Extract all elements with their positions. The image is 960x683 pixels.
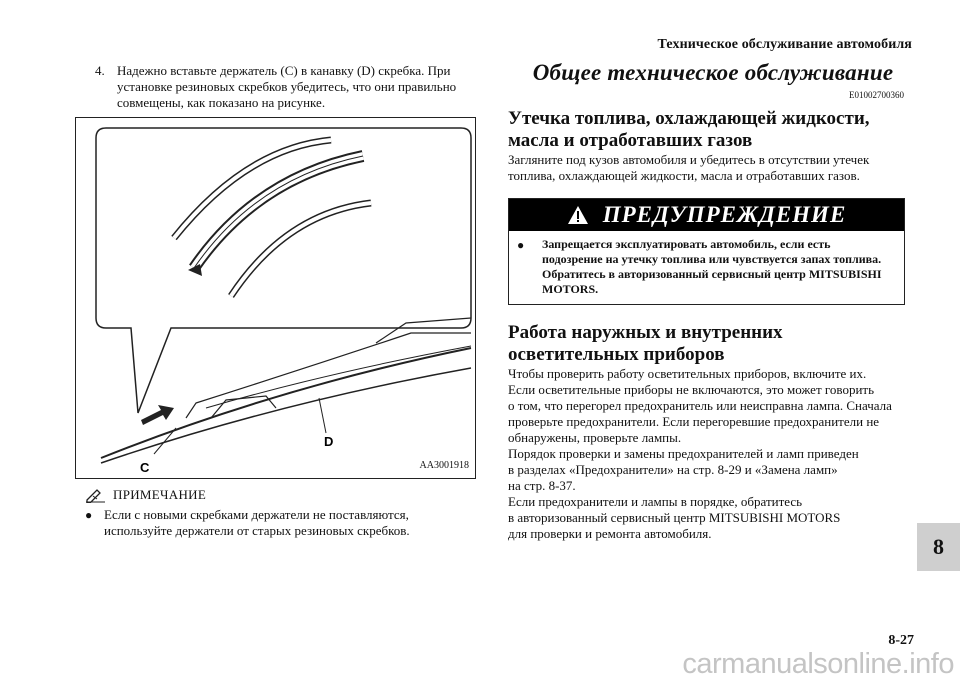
text-line: на стр. 8-37. [508, 478, 576, 493]
text-line: Если предохранители и лампы в порядке, обратитесь [508, 494, 803, 509]
wiper-illustration [75, 117, 476, 479]
warning-title: ПРЕДУПРЕЖДЕНИЕ [602, 202, 847, 227]
text-line: проверьте предохранители. Если перегоревшие предохранители не [508, 414, 880, 429]
warning-body [509, 231, 904, 304]
warning-box [508, 198, 905, 305]
right-column [508, 60, 908, 542]
section-title: Общее техническое обслуживание [532, 60, 894, 85]
bullet: ● [85, 508, 93, 522]
note-block [85, 487, 480, 539]
section-code: E01002700360 [849, 90, 904, 100]
text-line: Чтобы проверить работу осветительных приборов, включите их. [508, 366, 867, 381]
note-heading-text: ПРИМЕЧАНИЕ [113, 487, 207, 502]
warning-triangle-icon [567, 205, 589, 225]
paragraph-lights [508, 366, 908, 542]
step-text: Надежно вставьте держатель (C) в канавку (D) скребка. При установке резиновых скребков убедитесь, что они правильно совмещены, как показано на рисунке. [117, 63, 457, 110]
pencil-note-icon [85, 487, 107, 503]
callout-bubble [96, 128, 471, 413]
text-line: Если осветительные приборы не включаются, это может говорить [508, 382, 875, 397]
note-text: Если с новыми скребками держатели не поставляются, используйте держатели от старых резиновых скребков. [104, 507, 410, 538]
insert-arrow [141, 405, 174, 425]
callout-label-d: D [324, 434, 334, 449]
figure-code: AA3001918 [419, 460, 469, 471]
note-item [85, 507, 480, 539]
heading-leaks: Утечка топлива, охлаждающей жидкости, масла и отработавших газов [508, 108, 870, 151]
step-number: 4. [95, 63, 105, 78]
callout-label-c: C [140, 460, 150, 475]
chapter-tab: 8 [917, 523, 960, 571]
instruction-step [75, 63, 475, 111]
watermark: carmanualsonline.info [682, 648, 954, 680]
heading-lights: Работа наружных и внутренних осветительных приборов [508, 322, 783, 365]
warning-header [509, 199, 904, 231]
left-column [75, 63, 475, 111]
text-line: обнаружены, проверьте лампы. [508, 430, 682, 445]
note-heading [85, 487, 480, 503]
wiper-drawing [76, 118, 477, 480]
text-line: Порядок проверки и замены предохранителей и ламп приведен [508, 446, 859, 461]
text-line: о том, что перегорел предохранитель или неисправна лампа. Сначала [508, 398, 892, 413]
wiper-rubber-3 [231, 203, 371, 296]
text-line: в авторизованный сервисный центр MITSUBISHI MOTORS [508, 510, 841, 525]
paragraph-leaks: Загляните под кузов автомобиля и убедитесь в отсутствии утечек топлива, охлаждающей жидкости, масла и отработавших газов. [508, 152, 870, 183]
running-header: Техническое обслуживание автомобиля [657, 37, 912, 52]
bullet: ● [517, 238, 525, 252]
text-line: для проверки и ремонта автомобиля. [508, 526, 712, 541]
page-number: 8-27 [888, 633, 914, 648]
warning-text: Запрещается эксплуатировать автомобиль, если есть подозрение на утечку топлива или чувствуется запах топлива. Обратитесь в авторизованный сервисный центр MITSUBISHI MOTORS. [542, 237, 882, 296]
text-line: в разделах «Предохранители» на стр. 8-29 и «Замена ламп» [508, 462, 838, 477]
